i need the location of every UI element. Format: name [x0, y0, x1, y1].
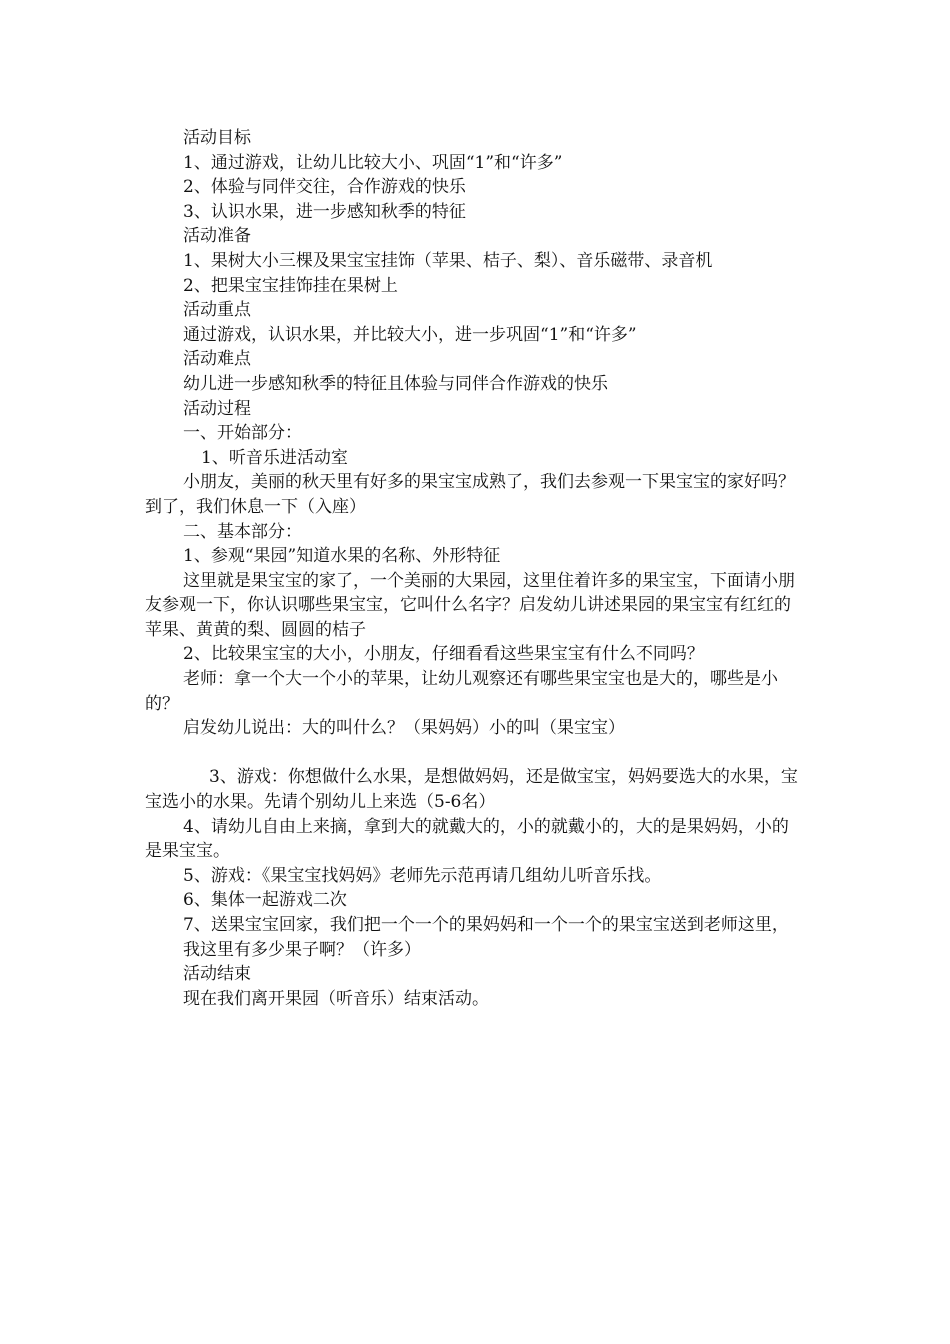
- prompt-children: 启发幼儿说出：大的叫什么？（果妈妈）小的叫（果宝宝）: [183, 718, 625, 739]
- step-5: 5、游戏：《果宝宝找妈妈》老师先示范再请几组幼儿听音乐找。: [183, 865, 662, 886]
- basic-step-2: 2、比较果宝宝的大小，小朋友，仔细看看这些果宝宝有什么不同吗？: [183, 644, 704, 665]
- difficulty-text: 幼儿进一步感知秋季的特征且体验与同伴合作游戏的快乐: [183, 373, 608, 394]
- objective-3: 3、认识水果，进一步感知秋季的特征: [183, 201, 466, 222]
- question-line: 我这里有多少果子啊？（许多）: [183, 939, 421, 960]
- heading-objectives: 活动目标: [183, 128, 251, 148]
- teacher-paragraph: 老师：拿一个大一个小的苹果，让幼儿观察还有哪些果宝宝也是大的，哪些是小的？: [145, 669, 778, 714]
- key-point-text: 通过游戏，认识水果，并比较大小，进一步巩固“1”和“许多”: [183, 324, 637, 345]
- heading-process: 活动过程: [183, 398, 251, 419]
- basic-step-1: 1、参观“果园”知道水果的名称、外形特征: [183, 546, 501, 567]
- heading-end: 活动结束: [183, 964, 251, 985]
- document-body: [145, 126, 825, 1011]
- objective-1: 1、通过游戏，让幼儿比较大小、巩固“1”和“许多”: [183, 152, 563, 173]
- opening-paragraph: 小朋友，美丽的秋天里有好多的果宝宝成熟了，我们去参观一下果宝宝的家好吗？到了，我们休息一下（入座）: [145, 472, 795, 517]
- objective-2: 2、体验与同伴交往，合作游戏的快乐: [183, 177, 466, 198]
- heading-preparation: 活动准备: [183, 226, 251, 247]
- preparation-2: 2、把果宝宝挂饰挂在果树上: [183, 275, 398, 296]
- section-opening: 一、开始部分：: [183, 423, 302, 444]
- step-7-paragraph: 7、送果宝宝回家，我们把一个一个的果妈妈和一个一个的果宝宝送到老师这里，: [183, 915, 789, 935]
- basic-step-1-paragraph: 这里就是果宝宝的家了，一个美丽的大果园，这里住着许多的果宝宝，下面请小朋友参观一下，你认识哪些果宝宝，它叫什么名字？启发幼儿讲述果园的果宝宝有红红的苹果、黄黄的梨、圆圆的桔子: [145, 570, 795, 640]
- preparation-1: 1、果树大小三棵及果宝宝挂饰（苹果、桔子、梨）、音乐磁带、录音机: [183, 250, 713, 271]
- step-4-paragraph: 4、请幼儿自由上来摘，拿到大的就戴大的，小的就戴小的，大的是果妈妈，小的是果宝宝。: [145, 816, 789, 862]
- step-6: 6、集体一起游戏二次: [183, 890, 347, 911]
- opening-step-1: 1、听音乐进活动室: [201, 447, 348, 468]
- blank-line: [145, 741, 825, 766]
- heading-key-point: 活动重点: [183, 300, 251, 321]
- heading-difficulty: 活动难点: [183, 349, 251, 370]
- section-basic: 二、基本部分：: [183, 521, 302, 542]
- game-step-3: 3、游戏：你想做什么水果，是想做妈妈，还是做宝宝，妈妈要选大的水果，宝宝选小的水果。先请个别幼儿上来选（5-6名）: [145, 767, 798, 813]
- end-text: 现在我们离开果园（听音乐）结束活动。: [183, 988, 489, 1009]
